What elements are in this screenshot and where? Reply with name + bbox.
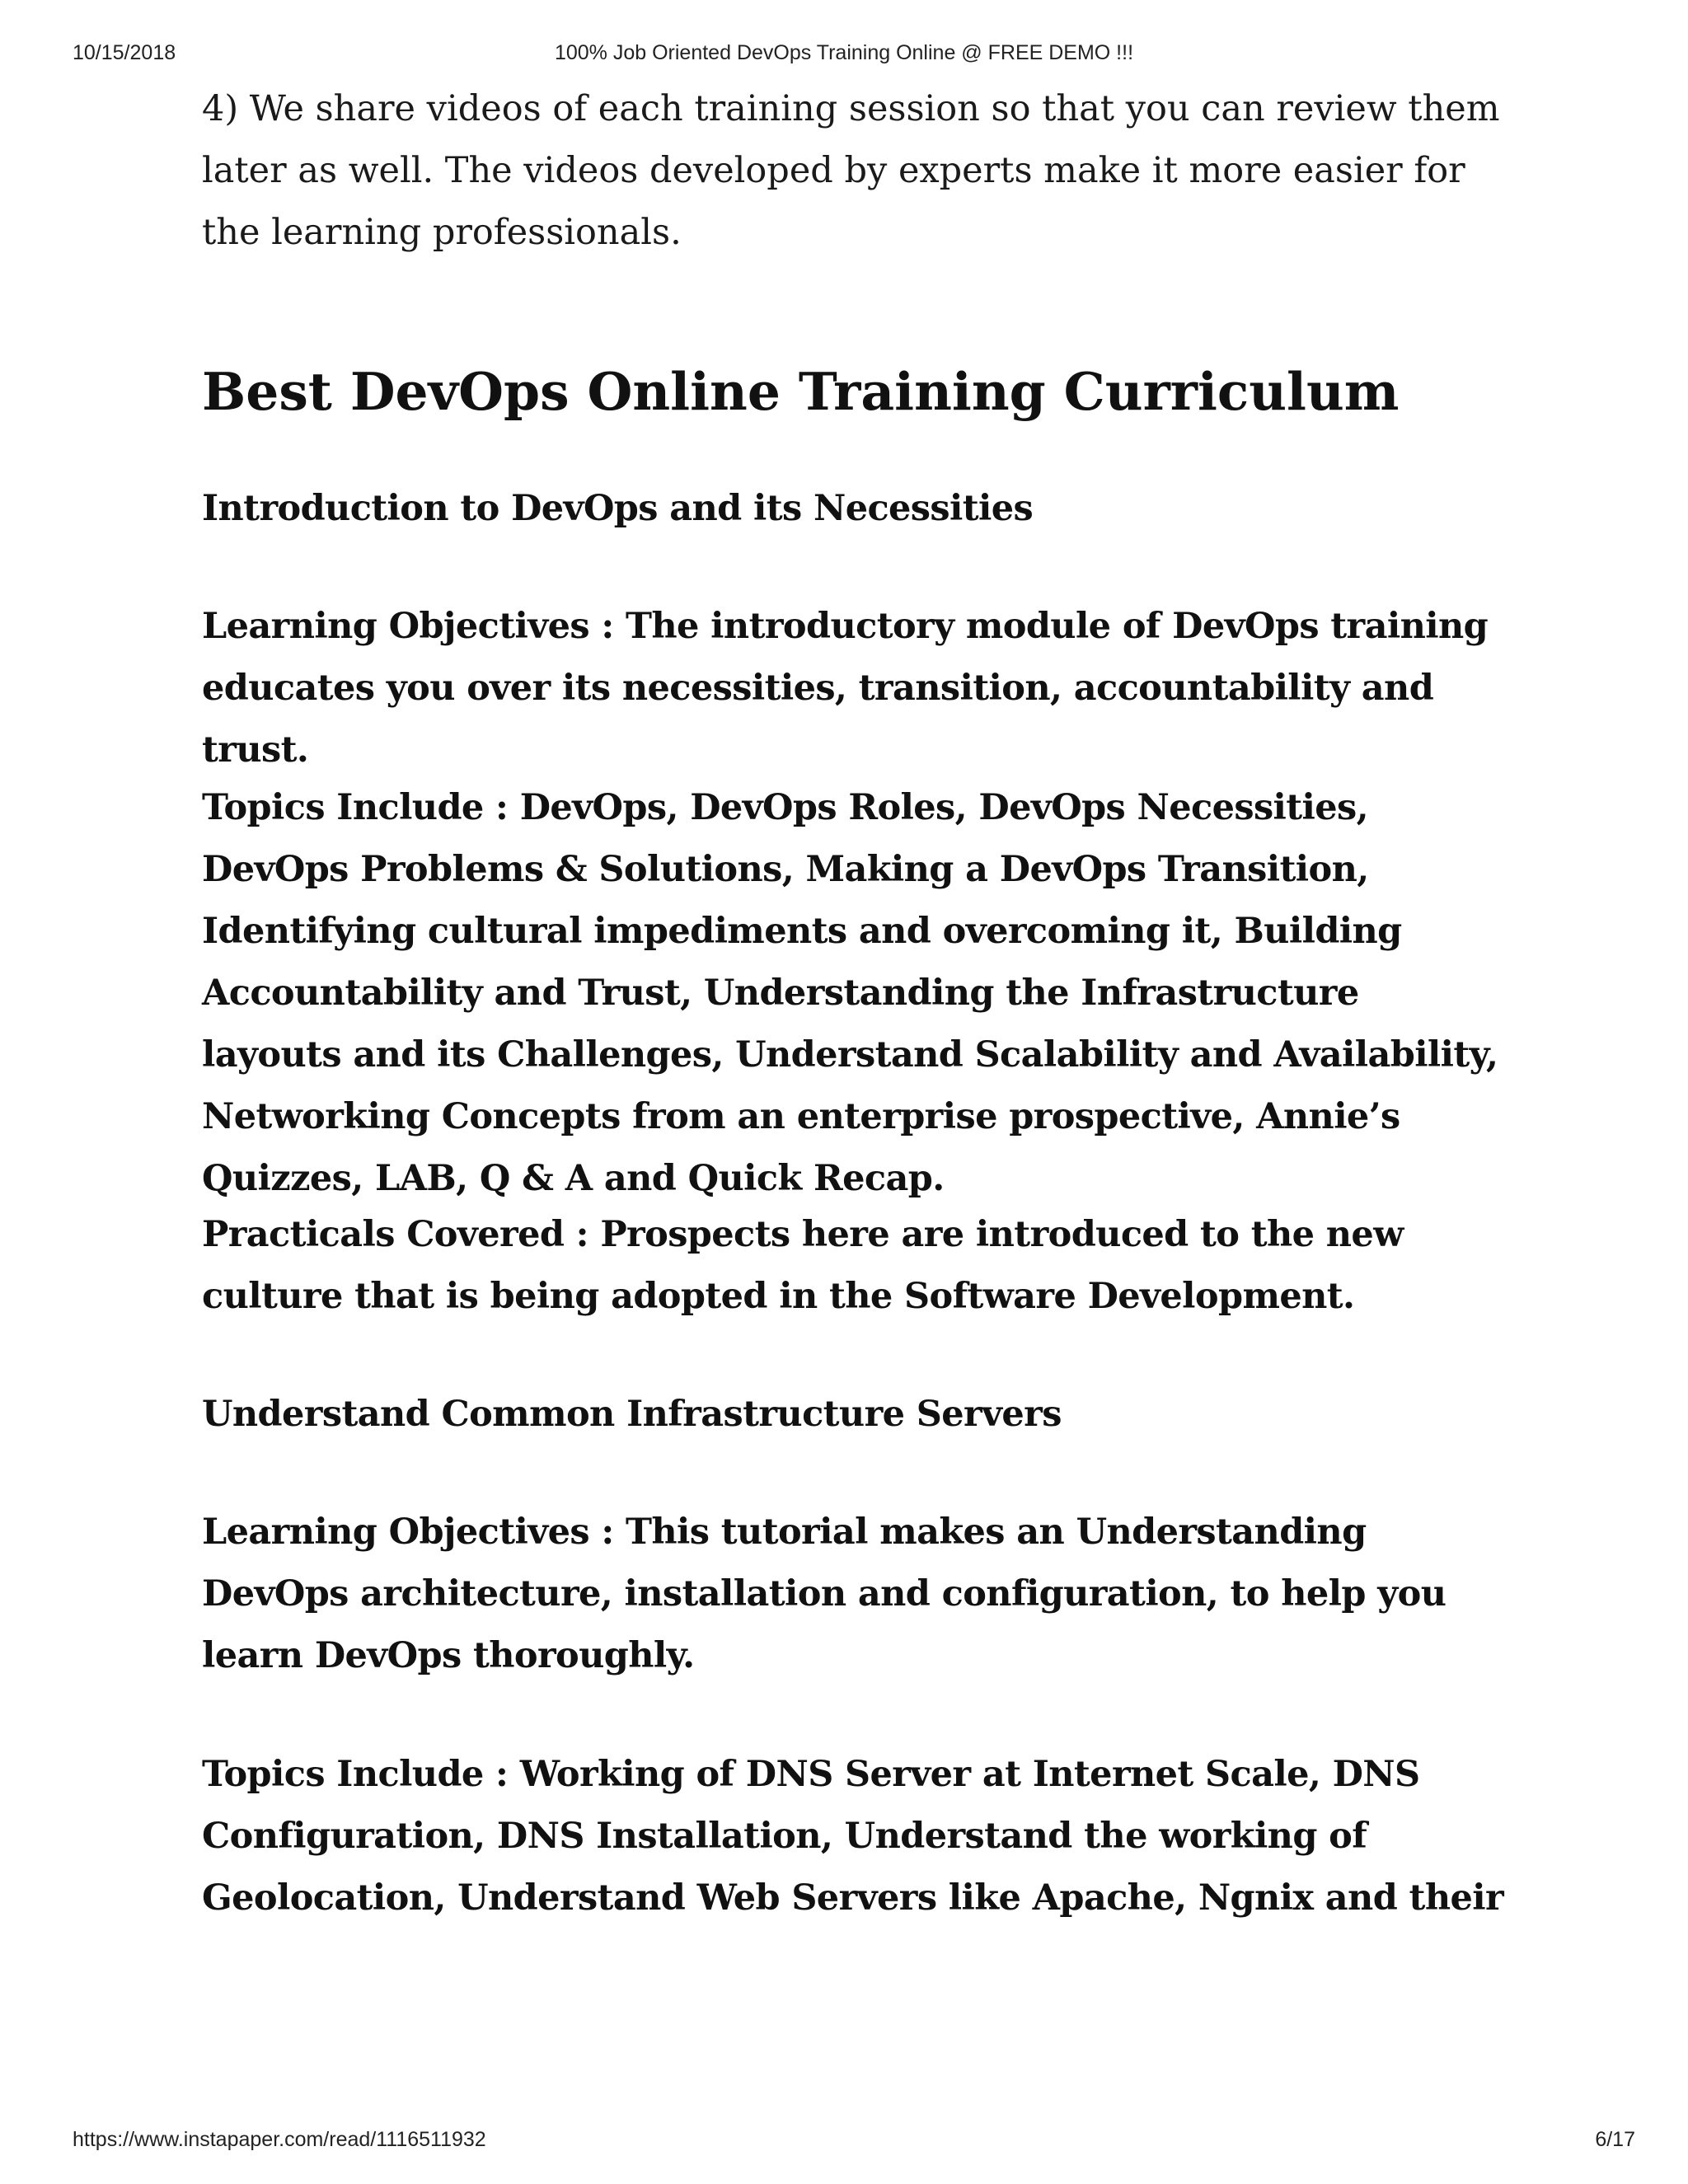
module1-topics: Topics Include : DevOps, DevOps Roles, DevOps Necessities, DevOps Problems & Solutions, Making a DevOps Transition, Identifying cultural impediments and overcoming it, Building Accountability and Trust, Understanding the Infrastructure layouts and its Challenges, Understand Scalability and Availability, Networking Concepts from an enterprise prospective, Annie’s Quizzes, LAB, Q & A and Quick Recap.	[202, 787, 1498, 1199]
module2-topics: Topics Include : Working of DNS Server at Internet Scale, DNS Configuration, DNS Installation, Understand the working of Geolocation, Understand Web Servers like Apache, Ngnix and their	[202, 1754, 1504, 1919]
intro-paragraph: 4) We share videos of each training session so that you can review them later as well. The videos developed by experts make it more easier for the learning professionals.	[202, 88, 1500, 253]
source-url: https://www.instapaper.com/read/1116511932	[73, 2128, 486, 2151]
module2-learning-objectives: Learning Objectives : This tutorial makes an Understanding DevOps architecture, installation and configuration, to help you learn DevOps thoroughly.	[202, 1511, 1447, 1676]
print-date: 10/15/2018	[73, 41, 176, 64]
module2-heading: Understand Common Infrastructure Servers	[202, 1394, 1062, 1435]
article-body	[202, 78, 1504, 1919]
module1-heading: Introduction to DevOps and its Necessities	[202, 488, 1034, 529]
print-page-title: 100% Job Oriented DevOps Training Online @ FREE DEMO !!!	[554, 41, 1134, 64]
page-number: 6/17	[1595, 2128, 1635, 2151]
module1-learning-objectives: Learning Objectives : The introductory module of DevOps training educates you over its necessities, transition, accountability and trust.	[202, 606, 1489, 771]
print-header	[0, 41, 1688, 69]
print-footer	[0, 2128, 1688, 2156]
section-title: Best DevOps Online Training Curriculum	[202, 361, 1400, 422]
module1-practicals: Practicals Covered : Prospects here are introduced to the new culture that is being adopted in the Software Development.	[202, 1214, 1404, 1317]
